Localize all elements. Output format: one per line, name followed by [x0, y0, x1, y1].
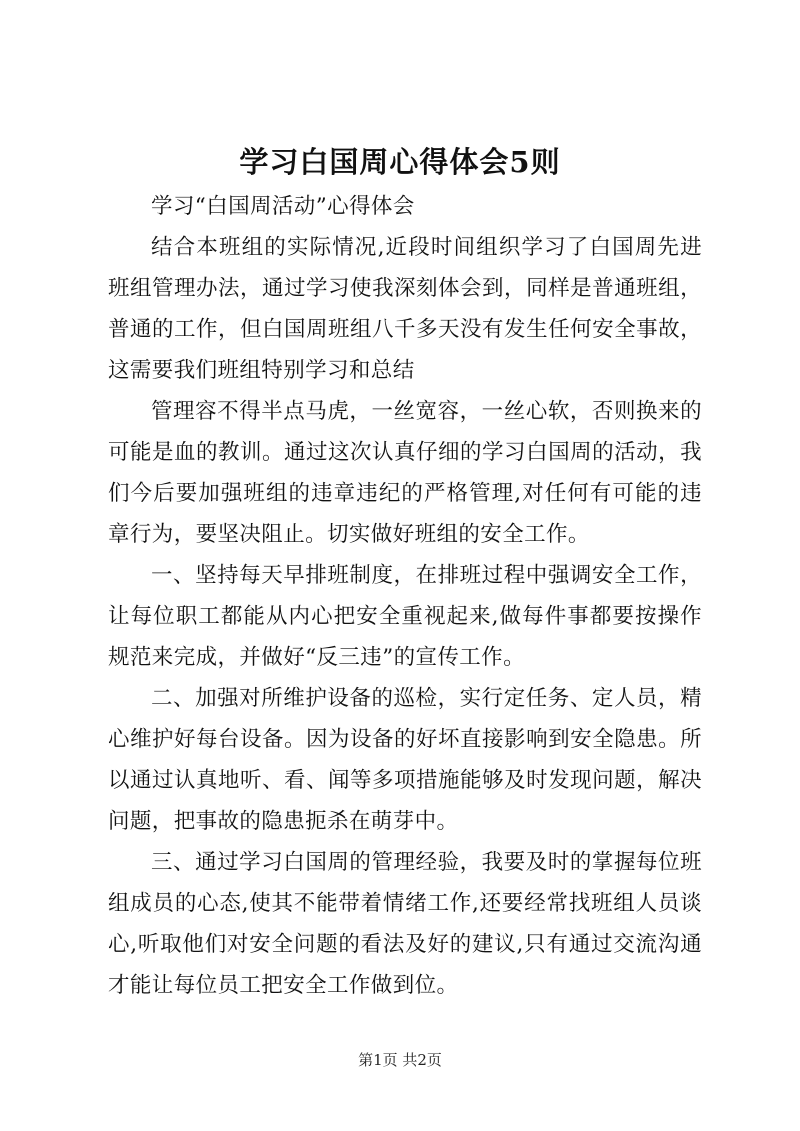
body-paragraph: 管理容不得半点马虎，一丝宽容，一丝心软，否则换来的可能是血的教训。通过这次认真仔细的学习白国周的活动，我们今后要加强班组的违章违纪的严格管理,对任何有可能的违章行为，要坚决阻止。切实做好班组的安全工作。: [108, 399, 702, 547]
body-paragraph: 二、加强对所维护设备的巡检，实行定任务、定人员，精心维护好每台设备。因为设备的好坏直接影响到安全隐患。所以通过认真地听、看、闻等多项措施能够及时发现问题，解决问题，把事故的隐患扼杀在萌芽中。: [108, 686, 702, 834]
document-body: [108, 186, 702, 1006]
document-title: 学习白国周心得体会5则: [239, 145, 561, 179]
body-paragraph: 三、通过学习白国周的管理经验，我要及时的掌握每位班组成员的心态,使其不能带着情绪工作,还要经常找班组人员谈心,听取他们对安全问题的看法及好的建议,只有通过交流沟通才能让每位员工把安全工作做到位。: [108, 850, 702, 998]
subtitle-paragraph: 学习“白国周活动”心得体会: [151, 194, 415, 219]
body-paragraph: 结合本班组的实际情况,近段时间组织学习了白国周先进班组管理办法，通过学习使我深刻体会到，同样是普通班组，普通的工作，但白国周班组八千多天没有发生任何安全事故，这需要我们班组特别学习和总结: [108, 235, 702, 383]
page-number-footer: 第1页 共2页: [358, 1051, 442, 1069]
body-paragraph: 一、坚持每天早排班制度，在排班过程中强调安全工作，让每位职工都能从内心把安全重视起来,做每件事都要按操作规范来完成，并做好“反三违”的宣传工作。: [108, 563, 702, 670]
